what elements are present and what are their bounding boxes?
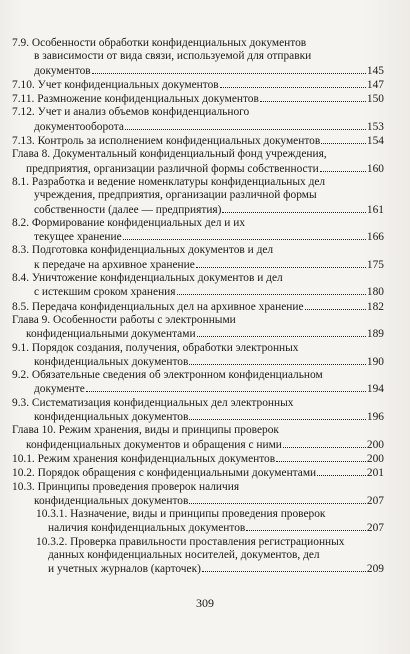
toc-entry-last-line bbox=[36, 562, 384, 576]
toc-chapter bbox=[12, 424, 384, 452]
toc-entry-text: предприятия, организации различной формы собственности bbox=[26, 162, 319, 175]
toc-entry-last-line bbox=[12, 382, 384, 396]
toc-section bbox=[12, 217, 384, 245]
toc-entry-text: 9.1. Порядок создания, получения, обработки электронных bbox=[12, 341, 299, 354]
dot-leader bbox=[220, 78, 366, 88]
toc-entry-text: 7.11. Размножение конфиденциальных документов bbox=[12, 93, 259, 106]
dot-leader bbox=[260, 92, 366, 102]
toc-entry-last-line bbox=[12, 134, 384, 148]
dot-leader bbox=[317, 466, 366, 476]
toc-entry-text: 8.2. Формирование конфиденциальных дел и их bbox=[12, 216, 246, 229]
toc-entry-last-line bbox=[12, 203, 384, 217]
toc-section bbox=[12, 106, 384, 134]
toc-entry-last-line bbox=[12, 64, 384, 78]
toc-page-number: 190 bbox=[366, 355, 384, 368]
dot-leader bbox=[123, 230, 366, 240]
toc-entry-last-line bbox=[12, 120, 384, 134]
toc-page-number: 180 bbox=[366, 286, 384, 299]
toc-entry-text: собственности (далее — предприятия) bbox=[34, 203, 222, 216]
toc-entry-text: 10.3.2. Проверка правильности проставления регистрационных bbox=[36, 535, 345, 548]
toc-page-number: 166 bbox=[366, 231, 384, 244]
toc-entry-last-line bbox=[12, 466, 384, 480]
toc-entry-text: 7.12. Учет и анализ объемов конфиденциального bbox=[12, 106, 250, 119]
toc-chapter bbox=[12, 314, 384, 342]
toc-entry-text: данных конфиденциальных носителей, документов, дел bbox=[48, 548, 320, 561]
toc-entry-text: Глава 10. Режим хранения, виды и принципы проверок bbox=[12, 424, 279, 437]
dot-leader bbox=[177, 285, 366, 295]
toc-entry-text: и учетных журналов (карточек) bbox=[48, 563, 201, 576]
toc-entry-text: документе bbox=[34, 383, 85, 396]
toc-page-number: 160 bbox=[366, 162, 384, 175]
toc-entry-text: 8.3. Подготовка конфиденциальных документов и дел bbox=[12, 244, 274, 257]
toc-section bbox=[12, 78, 384, 92]
dot-leader bbox=[246, 521, 366, 531]
page-number: 309 bbox=[196, 596, 214, 610]
toc-entry-text: к передаче на архивное хранение bbox=[34, 258, 195, 271]
toc-entry-text: 10.3. Принципы проведения проверок наличия bbox=[12, 480, 240, 493]
dot-leader bbox=[222, 203, 365, 213]
toc-entry-text: документов bbox=[34, 64, 91, 77]
toc-section bbox=[12, 37, 384, 78]
toc-entry-text: в зависимости от вида связи, используемой для отправки bbox=[34, 50, 312, 63]
toc-section bbox=[12, 369, 384, 397]
toc-entry-last-line bbox=[12, 162, 384, 176]
dot-leader bbox=[276, 452, 366, 462]
dot-leader bbox=[189, 494, 366, 504]
toc-entry-text: 10.3.1. Назначение, виды и принципы проведения проверок bbox=[36, 508, 326, 521]
dot-leader bbox=[189, 355, 366, 365]
dot-leader bbox=[189, 410, 366, 420]
dot-leader bbox=[196, 258, 366, 268]
toc-section bbox=[12, 176, 384, 217]
toc-entry-text: наличия конфиденциальных документов bbox=[48, 522, 246, 535]
dot-leader bbox=[125, 120, 366, 130]
toc-page-number: 150 bbox=[366, 93, 384, 106]
toc-page-number: 207 bbox=[366, 522, 384, 535]
toc-entry-text: 8.5. Передача конфиденциальных дел на архивное хранение bbox=[12, 300, 304, 313]
toc-page-number: 200 bbox=[366, 438, 384, 451]
toc-page-number: 194 bbox=[366, 383, 384, 396]
table-of-contents bbox=[12, 37, 384, 577]
dot-leader bbox=[321, 134, 366, 144]
toc-entry-last-line bbox=[12, 494, 384, 508]
toc-entry-text: 8.1. Разработка и ведение номенклатуры конфиденциальных дел bbox=[12, 175, 326, 188]
toc-entry-text: 9.2. Обязательные сведения об электронном конфиденциальном bbox=[12, 369, 323, 382]
dot-leader bbox=[283, 438, 366, 448]
toc-section bbox=[12, 342, 384, 370]
toc-entry-last-line bbox=[12, 452, 384, 466]
toc-section bbox=[12, 397, 384, 425]
toc-entry-last-line bbox=[12, 230, 384, 244]
toc-entry-text: Глава 8. Документальный конфиденциальный фонд учреждения, bbox=[12, 148, 327, 161]
toc-entry-text: с истекшим сроком хранения bbox=[34, 286, 176, 299]
toc-section bbox=[12, 272, 384, 300]
toc-entry-text: 8.4. Уничтожение конфиденциальных документов и дел bbox=[12, 272, 283, 285]
toc-page-number: 209 bbox=[366, 563, 384, 576]
toc-section bbox=[12, 466, 384, 480]
toc-page-number: 154 bbox=[366, 135, 384, 148]
toc-entry-last-line bbox=[12, 327, 384, 341]
toc-page-number: 153 bbox=[366, 120, 384, 133]
toc-entry-text: текущее хранение bbox=[34, 231, 122, 244]
dot-leader bbox=[202, 562, 366, 572]
toc-entry-text: учреждения, предприятия, организации различной формы bbox=[34, 189, 317, 202]
toc-page-number: 207 bbox=[366, 494, 384, 507]
toc-page-number: 200 bbox=[366, 452, 384, 465]
toc-page-number: 201 bbox=[366, 467, 384, 480]
toc-entry-text: конфиденциальных документов bbox=[34, 411, 189, 424]
toc-section bbox=[12, 134, 384, 148]
toc-entry-text: 7.9. Особенности обработки конфиденциальных документов bbox=[12, 37, 307, 49]
toc-entry-text: конфиденциальными документами bbox=[26, 328, 196, 341]
toc-entry-text: конфиденциальных документов bbox=[34, 494, 189, 507]
toc-entry-text: 10.1. Режим хранения конфиденциальных документов bbox=[12, 452, 276, 465]
toc-page-number: 196 bbox=[366, 411, 384, 424]
toc-entry-last-line bbox=[12, 410, 384, 424]
toc-entry-last-line bbox=[12, 285, 384, 299]
toc-chapter bbox=[12, 148, 384, 176]
toc-entry-last-line bbox=[12, 438, 384, 452]
toc-section bbox=[12, 481, 384, 509]
toc-entry-last-line bbox=[12, 300, 384, 314]
toc-page-number: 147 bbox=[366, 78, 384, 91]
toc-entry-last-line bbox=[12, 258, 384, 272]
toc-page-number: 189 bbox=[366, 328, 384, 341]
toc-page-number: 182 bbox=[366, 300, 384, 313]
toc-page-number: 145 bbox=[366, 64, 384, 77]
dot-leader bbox=[197, 327, 366, 337]
toc-entry-last-line bbox=[12, 78, 384, 92]
toc-subsubsection bbox=[12, 508, 384, 536]
toc-section bbox=[12, 452, 384, 466]
toc-page-number: 175 bbox=[366, 258, 384, 271]
toc-page-number: 161 bbox=[366, 203, 384, 216]
dot-leader bbox=[320, 162, 366, 172]
toc-entry-text: 7.13. Контроль за исполнением конфиденциальных документов bbox=[12, 135, 321, 148]
toc-entry-last-line bbox=[36, 521, 384, 535]
dot-leader bbox=[92, 64, 366, 74]
toc-entry-text: конфиденциальных документов и обращения с ними bbox=[26, 438, 282, 451]
toc-entry-text: документооборота bbox=[34, 120, 124, 133]
toc-section bbox=[12, 244, 384, 272]
toc-section bbox=[12, 300, 384, 314]
toc-subsubsection bbox=[12, 536, 384, 577]
toc-entry-text: 7.10. Учет конфиденциальных документов bbox=[12, 78, 219, 91]
dot-leader bbox=[86, 382, 366, 392]
toc-entry-text: Глава 9. Особенности работы с электронными bbox=[12, 313, 236, 326]
toc-section bbox=[12, 92, 384, 106]
toc-entry-text: конфиденциальных документов bbox=[34, 355, 189, 368]
dot-leader bbox=[305, 300, 366, 310]
toc-entry-text: 10.2. Порядок обращения с конфиденциальными документами bbox=[12, 467, 317, 480]
toc-entry-last-line bbox=[12, 355, 384, 369]
toc-entry-text: 9.3. Систематизация конфиденциальных дел электронных bbox=[12, 396, 294, 409]
toc-entry-last-line bbox=[12, 92, 384, 106]
